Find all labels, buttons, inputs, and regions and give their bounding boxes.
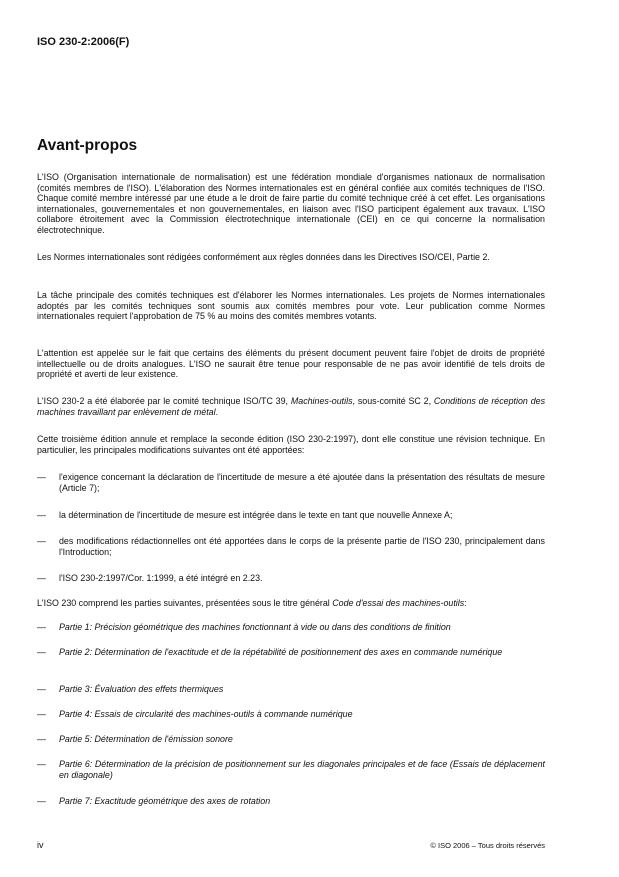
dash-marker: —	[37, 796, 46, 806]
list-item	[37, 759, 545, 780]
document-id-header: ISO 230-2:2006(F)	[37, 36, 130, 48]
modification-text: l'ISO 230-2:1997/Cor. 1:1999, a été intégré en 2.23.	[59, 573, 263, 583]
list-item	[37, 647, 545, 658]
list-item	[37, 796, 545, 807]
modification-text: l'exigence concernant la déclaration de l'incertitude de mesure a été ajoutée dans la présentation des résultats de mesure (Article 7);	[59, 472, 545, 493]
paragraph-edition-note: Cette troisième édition annule et remplace la seconde édition (ISO 230-2:1997), dont elle constitue une révision technique. En particulier, les principales modifications suivantes ont été apportées:	[37, 434, 545, 455]
modification-text: des modifications rédactionnelles ont été apportées dans le corps de la présente partie de l'ISO 230, principalement dans l'Introduction;	[59, 536, 545, 557]
paragraph-technical-committees: La tâche principale des comités techniques est d'élaborer les Normes internationales. Les projets de Normes internationales adoptés par les comités techniques sont soumis aux comités membres pour vote. Leur publication comme Normes internationales requiert l'approbation de 75 % au moins des comités membres votants.	[37, 290, 545, 322]
part-title: Partie 4: Essais de circularité des machines-outils à commande numérique	[59, 709, 353, 719]
list-item	[37, 536, 545, 557]
list-item	[37, 510, 545, 521]
dash-marker: —	[37, 647, 46, 657]
list-item	[37, 734, 545, 745]
paragraph-iso-organisation: L'ISO (Organisation internationale de normalisation) est une fédération mondiale d'organismes nationaux de normalisation (comités membres de l'ISO). L'élaboration des Normes internationales est en général confiée aux comités techniques de l'ISO. Chaque comité membre intéressé par une étude a le droit de faire partie du comité technique créé à cet effet. Les organisations internationales, gouvernementales et non gouvernementales, en liaison avec l'ISO participent également aux travaux. L'ISO collabore étroitement avec la Commission électrotechnique internationale (CEI) en ce qui concerne la normalisation électrotechnique.	[37, 172, 545, 235]
parts-intro-end: :	[464, 598, 467, 608]
part-title: Partie 5: Détermination de l'émission sonore	[59, 734, 233, 744]
dash-marker: —	[37, 709, 46, 719]
parts-intro-text: L'ISO 230 comprend les parties suivantes, présentées sous le titre général	[37, 598, 333, 608]
dash-marker: —	[37, 510, 46, 520]
paragraph-prepared-by	[37, 396, 545, 417]
subcommittee-name: Conditions de réception des machines travaillant par enlèvement de métal	[37, 396, 546, 417]
paragraph-directives: Les Normes internationales sont rédigées conformément aux règles données dans les Directives ISO/CEI, Partie 2.	[37, 252, 490, 262]
paragraph-patent-rights: L'attention est appelée sur le fait que certains des éléments du présent document peuvent faire l'objet de droits de propriété intellectuelle ou de droits analogues. L'ISO ne saurait être tenue pour responsable de ne pas avoir identifié de tels droits de propriété et averti de leur existence.	[37, 348, 545, 380]
list-item	[37, 684, 545, 695]
prepared-by-end: .	[215, 406, 219, 417]
dash-marker: —	[37, 684, 46, 694]
list-item	[37, 622, 545, 633]
dash-marker: —	[37, 734, 46, 744]
page-number: iv	[37, 840, 44, 850]
dash-marker: —	[37, 759, 46, 769]
part-title: Partie 7: Exactitude géométrique des axes de rotation	[59, 796, 271, 806]
dash-marker: —	[37, 472, 46, 482]
prepared-by-subcommittee: , sous-comité SC 2,	[352, 396, 434, 406]
paragraph-parts-intro	[37, 598, 545, 609]
dash-marker: —	[37, 536, 46, 546]
modification-text: la détermination de l'incertitude de mesure est intégrée dans le texte en tant que nouvelle Annexe A;	[59, 510, 453, 520]
dash-marker: —	[37, 622, 46, 632]
part-title: Partie 1: Précision géométrique des machines fonctionnant à vide ou dans des conditions de finition	[59, 622, 451, 632]
prepared-by-text: L'ISO 230-2 a été élaborée par le comité technique ISO/TC 39,	[37, 396, 291, 406]
page-title: Avant-propos	[37, 137, 138, 154]
list-item	[37, 472, 545, 493]
list-item	[37, 573, 545, 584]
copyright-notice: © ISO 2006 – Tous droits réservés	[430, 841, 545, 850]
list-item	[37, 709, 545, 720]
part-title: Partie 3: Évaluation des effets thermiques	[59, 684, 224, 694]
part-title: Partie 6: Détermination de la précision de positionnement sur les diagonales principales et de face (Essais de déplacement en diagonale)	[59, 759, 545, 780]
committee-name: Machines-outils	[290, 396, 353, 406]
dash-marker: —	[37, 573, 46, 583]
part-title: Partie 2: Détermination de l'exactitude et de la répétabilité de positionnement des axes en commande numérique	[59, 647, 503, 657]
general-title: Code d'essai des machines-outils	[332, 598, 465, 608]
